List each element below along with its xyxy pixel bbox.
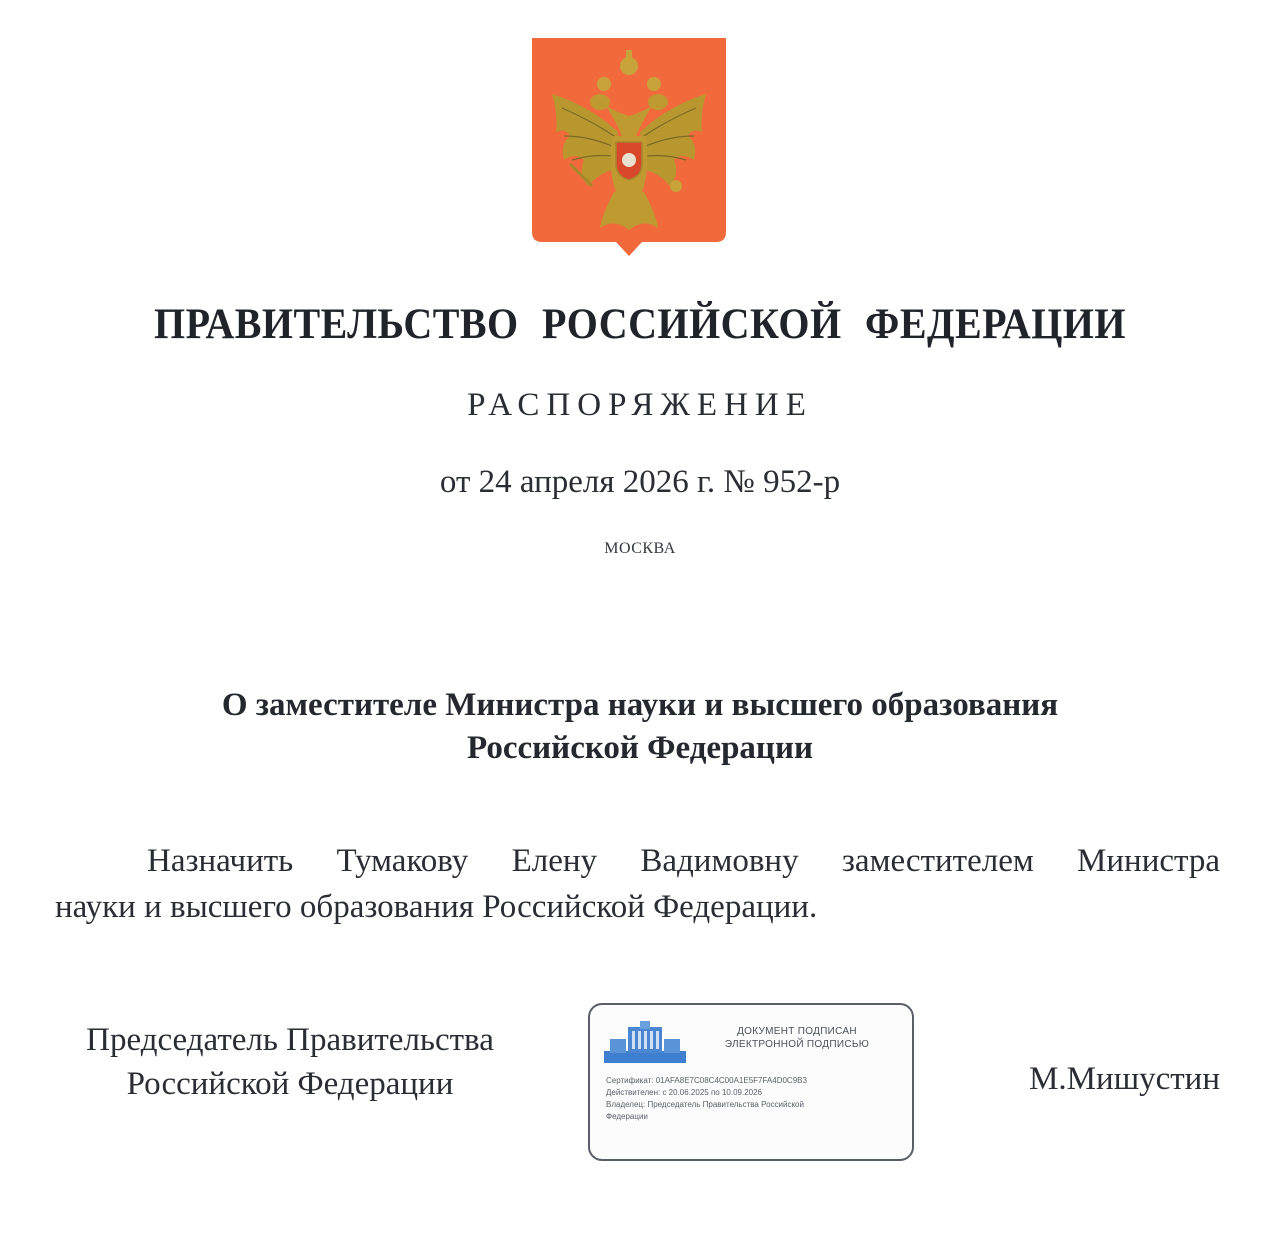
stamp-certificate: Сертификат: 01AFA8E7C08C4C00A1E5F7FA4D0C9B3 <box>606 1076 807 1085</box>
document-title-line1: О заместителе Министра науки и высшего образования <box>221 687 1059 723</box>
stamp-heading <box>694 1025 900 1051</box>
document-city: МОСКВА <box>604 540 676 557</box>
stamp-owner-line2: Федерации <box>606 1112 648 1121</box>
signer-position <box>55 1018 525 1106</box>
stamp-heading-line2: ЭЛЕКТРОННОЙ ПОДПИСЬЮ <box>724 1039 870 1050</box>
document-date-number: от 24 апреля 2026 г. № 952-р <box>439 464 841 500</box>
document-title <box>0 684 1280 770</box>
stamp-details <box>606 1075 902 1123</box>
signer-position-line1: Председатель Правительства <box>86 1022 494 1058</box>
stamp-owner-line1: Владелец: Председатель Правительства Российской <box>606 1100 804 1109</box>
signer-name: М.Мишустин <box>1029 1061 1220 1097</box>
document-body <box>55 838 1220 930</box>
government-building-icon <box>604 1021 686 1063</box>
electronic-signature-stamp <box>588 1003 914 1161</box>
document-title-line2: Российской Федерации <box>467 730 813 766</box>
stamp-heading-line1: ДОКУМЕНТ ПОДПИСАН <box>737 1026 857 1037</box>
body-line2: науки и высшего образования Российской Федерации. <box>55 889 818 925</box>
body-line1: Назначить Тумакову Елену Вадимовну заместителем Министра <box>147 843 1220 879</box>
document-type: РАСПОРЯЖЕНИЕ <box>467 387 813 423</box>
stamp-validity: Действителен: с 20.06.2025 по 10.09.2026 <box>606 1088 762 1097</box>
signer-position-line2: Российской Федерации <box>126 1066 454 1102</box>
government-name: ПРАВИТЕЛЬСТВО РОССИЙСКОЙ ФЕДЕРАЦИИ <box>154 301 1126 348</box>
coat-of-arms-icon <box>530 36 728 258</box>
